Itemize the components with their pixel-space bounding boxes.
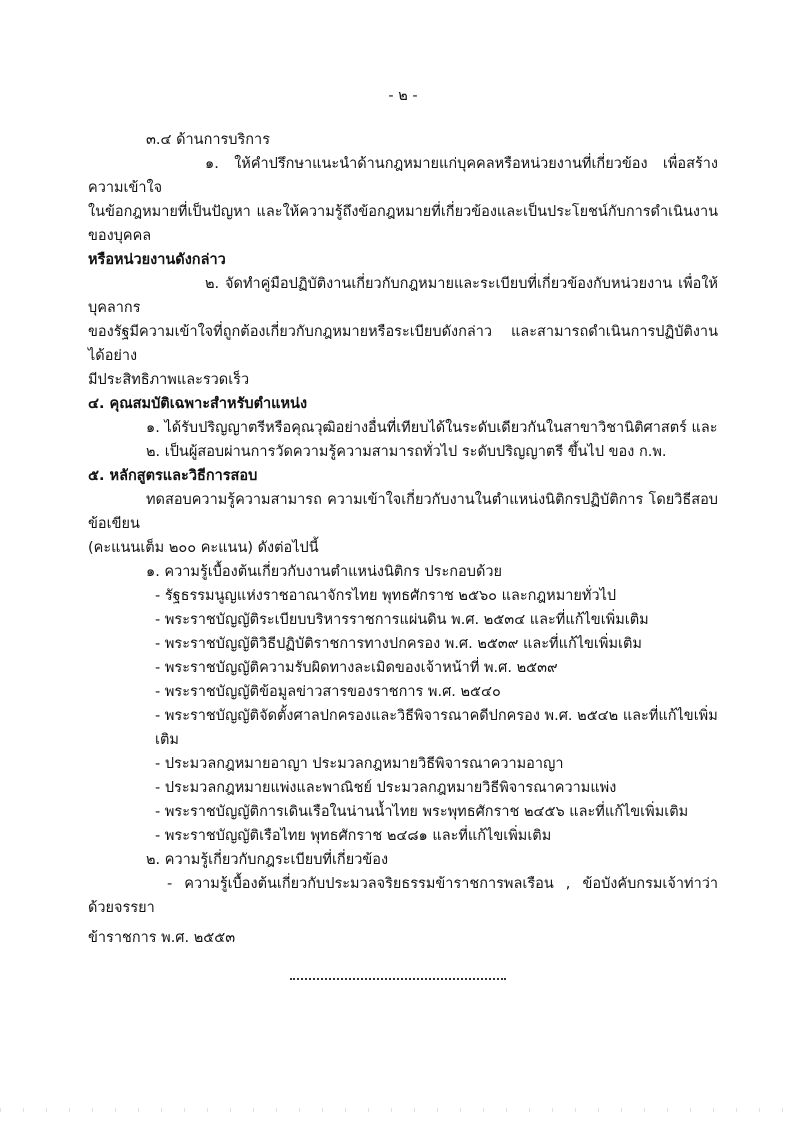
sub-list-item: - ประมวลกฎหมายแพ่งและพาณิชย์ ประมวลกฎหมายวิธีพิจารณาความแพ่ง bbox=[155, 780, 617, 796]
end-dotted-line bbox=[290, 978, 506, 980]
paragraph-line: (คะแนนเต็ม ๒๐๐ คะแนน) ดังต่อไปนี้ bbox=[88, 540, 319, 556]
sub-list-item: - รัฐธรรมนูญแห่งราชอาณาจักรไทย พุทธศักราช ๒๕๖๐ และกฎหมายทั่วไป bbox=[155, 588, 617, 604]
paragraph-line: ทดสอบความรู้ความสามารถ ความเข้าใจเกี่ยวกับงานในตำแหน่งนิติกรปฏิบัติการ โดยวิธีสอบข้อเขียน bbox=[88, 492, 718, 532]
sub-list-item: - ความรู้เบื้องต้นเกี่ยวกับประมวลจริยธรรมข้าราชการพลเรือน , ข้อบังคับกรมเจ้าท่าว่าด้วยจรรยา bbox=[88, 876, 718, 916]
page-number: - ๒ - bbox=[388, 88, 418, 104]
sub-list-item: - พระราชบัญญัติการเดินเรือในน่านน้ำไทย พระพุทธศักราช ๒๔๕๖ และที่แก้ไขเพิ่มเติม bbox=[155, 804, 689, 820]
section-3-4-heading: ๓.๔ ด้านการบริการ bbox=[146, 132, 270, 148]
sub-list-item: - พระราชบัญญัติความรับผิดทางละเมิดของเจ้าหน้าที่ พ.ศ. ๒๕๓๙ bbox=[155, 660, 558, 676]
paragraph-line: มีประสิทธิภาพและรวดเร็ว bbox=[88, 372, 250, 388]
paragraph-line: หรือหน่วยงานดังกล่าว bbox=[88, 252, 226, 268]
sub-list-item: - พระราชบัญญัติระเบียบบริหารราชการแผ่นดิน พ.ศ. ๒๕๓๔ และที่แก้ไขเพิ่มเติม bbox=[155, 612, 649, 628]
sub-list-item: - พระราชบัญญัติจัดตั้งศาลปกครองและวิธีพิจารณาคดีปกครอง พ.ศ. ๒๕๔๒ และที่แก้ไขเพิ่มเติม bbox=[155, 708, 718, 748]
section-4-heading: ๔. คุณสมบัติเฉพาะสำหรับตำแหน่ง bbox=[88, 396, 308, 412]
sub-list-item: - พระราชบัญญัติวิธีปฏิบัติราชการทางปกครอง พ.ศ. ๒๕๓๙ และที่แก้ไขเพิ่มเติม bbox=[155, 636, 642, 652]
sub-list-item: - พระราชบัญญัติข้อมูลข่าวสารของราชการ พ.ศ. ๒๕๔๐ bbox=[155, 684, 501, 700]
list-item: ๑. ความรู้เบื้องต้นเกี่ยวกับงานตำแหน่งนิติกร ประกอบด้วย bbox=[146, 564, 503, 580]
list-item: ๒. เป็นผู้สอบผ่านการวัดความรู้ความสามารถทั่วไป ระดับปริญญาตรี ขึ้นไป ของ ก.พ. bbox=[146, 444, 667, 460]
sub-list-item: - พระราชบัญญัติเรือไทย พุทธศักราช ๒๔๘๑ และที่แก้ไขเพิ่มเติม bbox=[155, 828, 552, 844]
paragraph-line: ๒. จัดทำคู่มือปฏิบัติงานเกี่ยวกับกฎหมายและระเบียบที่เกี่ยวข้องกับหน่วยงาน เพื่อให้บุคลากร bbox=[88, 276, 718, 316]
list-item: ๒. ความรู้เกี่ยวกับกฎระเบียบที่เกี่ยวข้อง bbox=[146, 852, 389, 868]
paragraph-line: ข้าราชการ พ.ศ. ๒๕๕๓ bbox=[88, 930, 236, 946]
paragraph-line: ในข้อกฎหมายที่เป็นปัญหา และให้ความรู้ถึงข้อกฎหมายที่เกี่ยวข้องและเป็นประโยชน์กับการดำเนินงานของบุคคล bbox=[88, 204, 718, 244]
paragraph-line: ของรัฐมีความเข้าใจที่ถูกต้องเกี่ยวกับกฎหมายหรือระเบียบดังกล่าว และสามารถดำเนินการปฏิบัติงานได้อย่าง bbox=[88, 324, 718, 364]
list-item: ๑. ได้รับปริญญาตรีหรือคุณวุฒิอย่างอื่นที่เทียบได้ในระดับเดียวกันในสาขาวิชานิติศาสตร์ และ bbox=[146, 420, 718, 436]
section-5-heading: ๕. หลักสูตรและวิธีการสอบ bbox=[88, 468, 258, 484]
sub-list-item: - ประมวลกฎหมายอาญา ประมวลกฎหมายวิธีพิจารณาความอาญา bbox=[155, 756, 564, 772]
paragraph-line: ๑. ให้คำปรึกษาแนะนำด้านกฎหมายแก่บุคคลหรือหน่วยงานที่เกี่ยวข้อง เพื่อสร้างความเข้าใจ bbox=[88, 156, 718, 196]
scan-noise bbox=[0, 1108, 800, 1112]
